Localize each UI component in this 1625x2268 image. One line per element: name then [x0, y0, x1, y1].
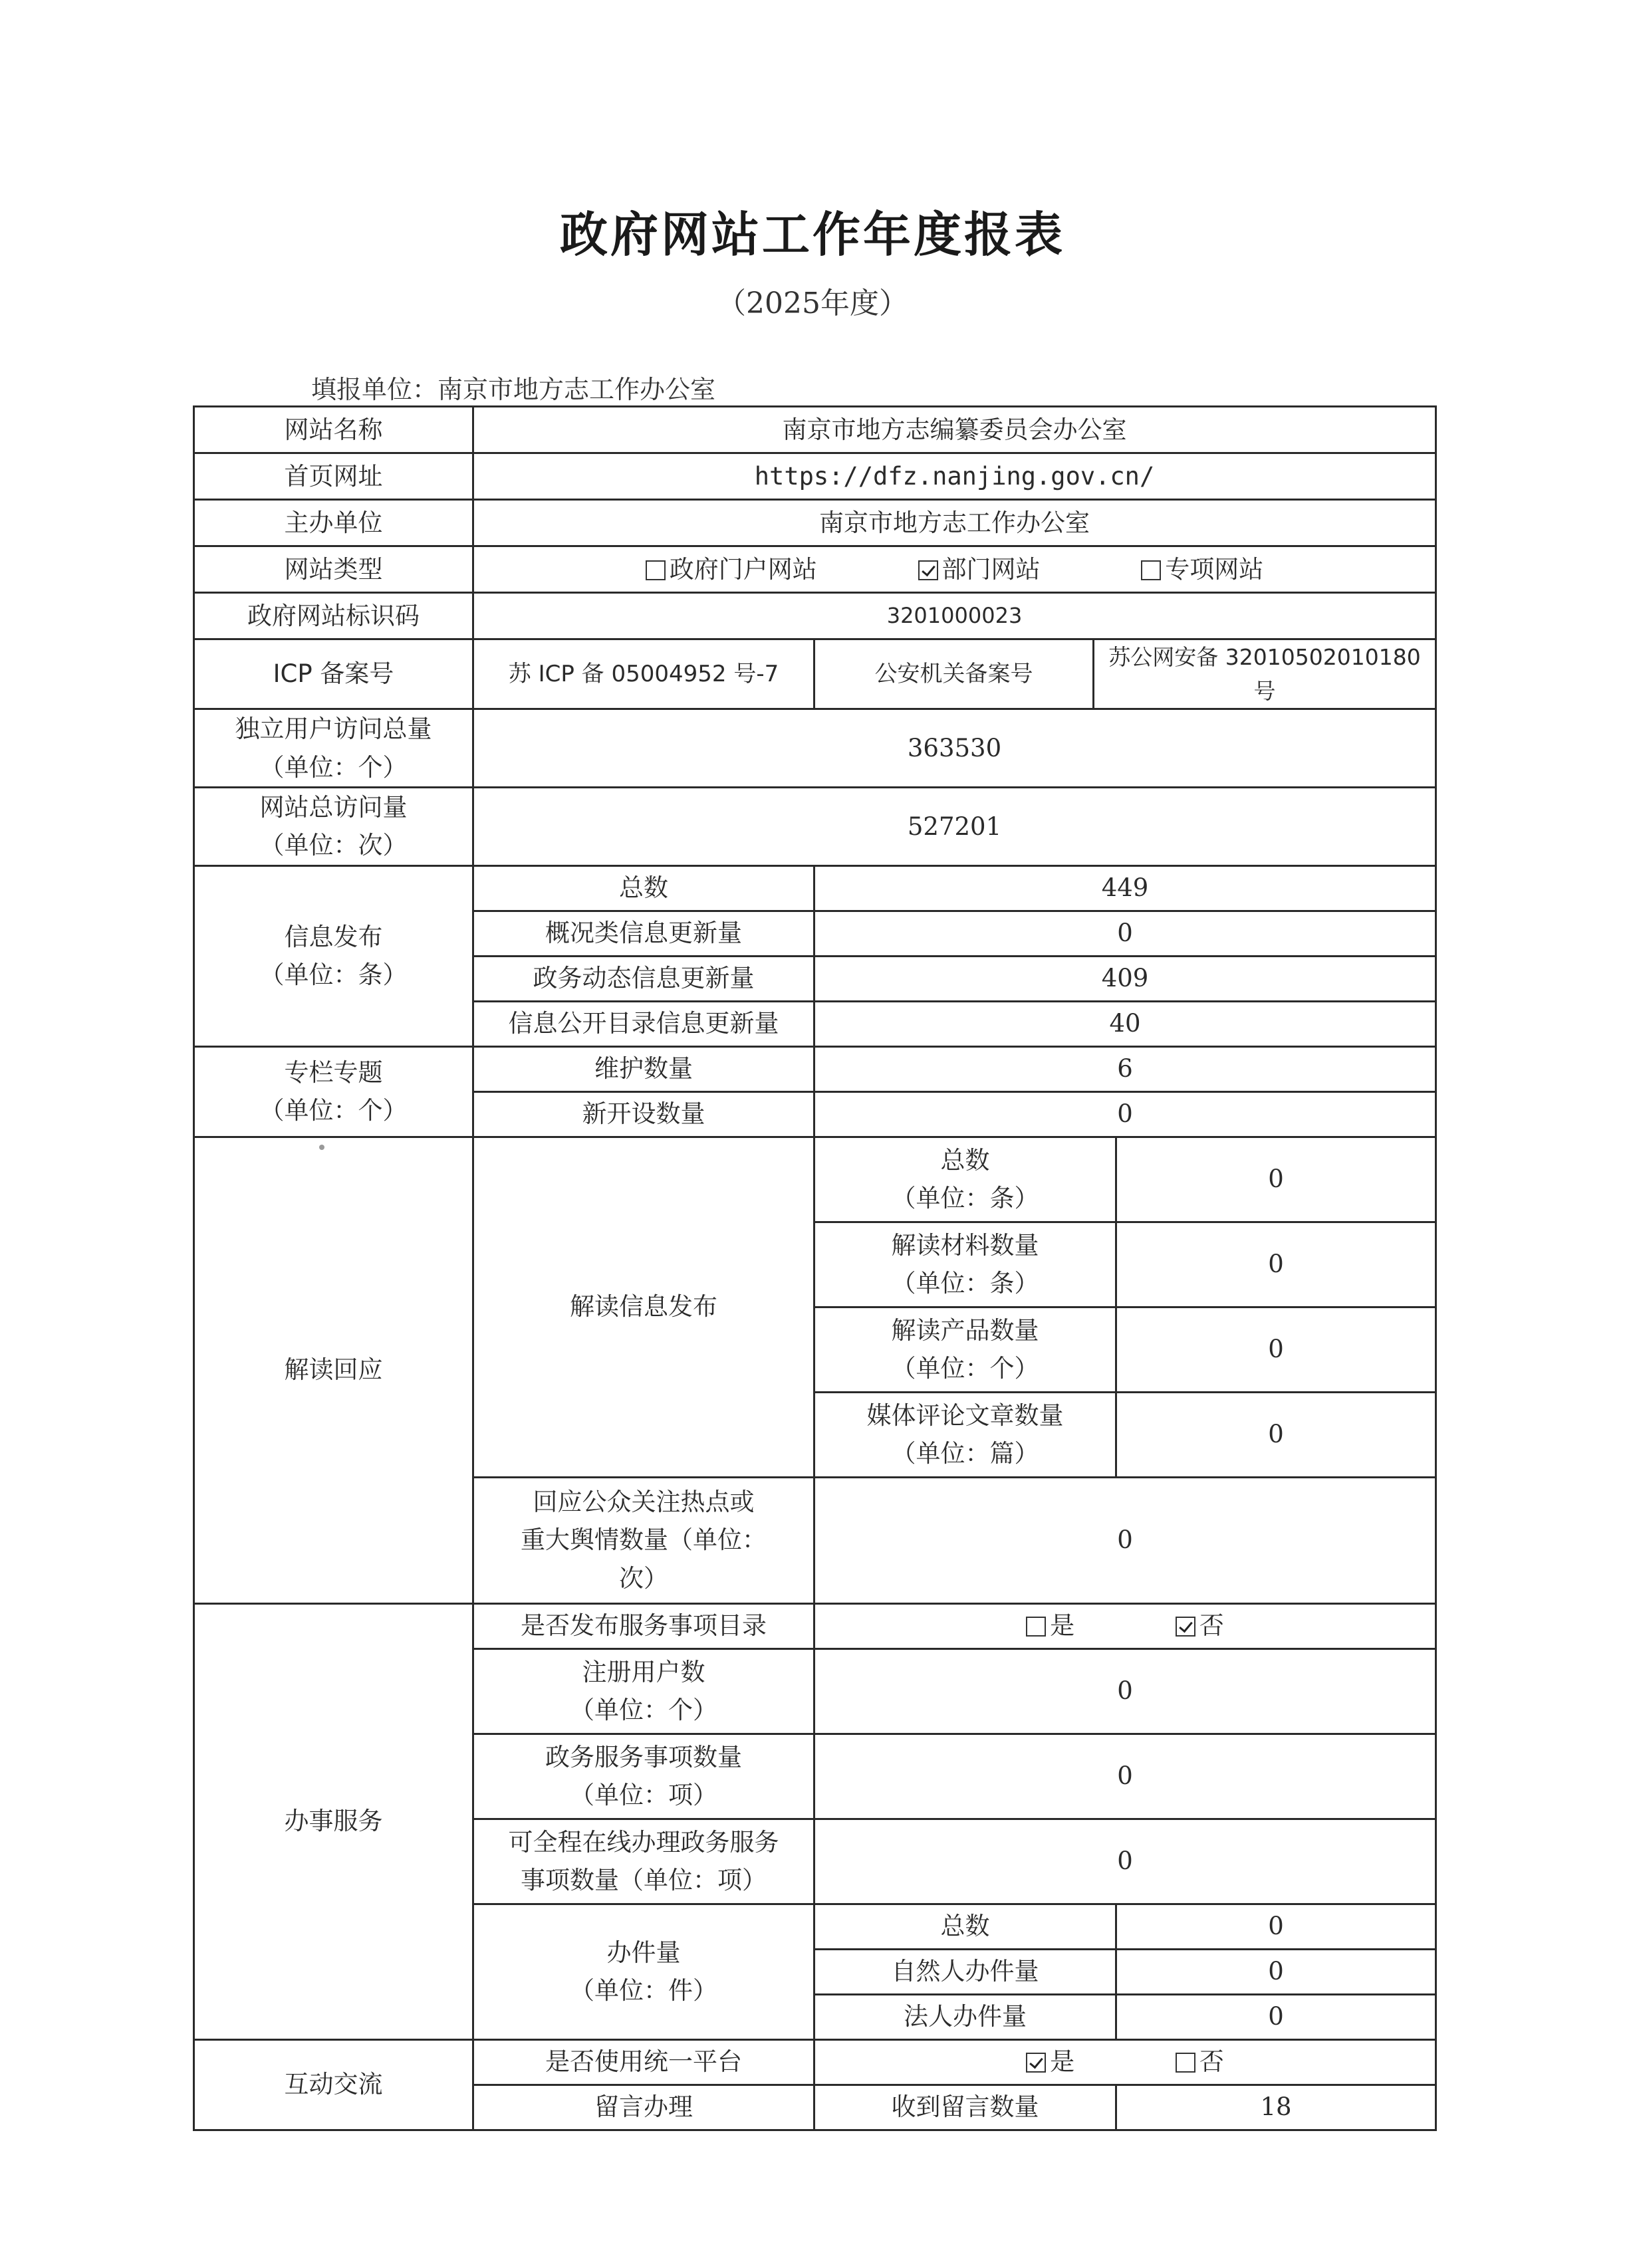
- cases-item-label: 自然人办件量: [814, 1949, 1116, 1994]
- label-line: 媒体评论文章数量: [866, 1401, 1064, 1430]
- info-item-label: 政务动态信息更新量: [473, 956, 814, 1001]
- checkbox-platform-no[interactable]: [1176, 2053, 1195, 2073]
- label-services-registered: [473, 1648, 814, 1734]
- label-line: 独立用户访问总量: [235, 715, 432, 744]
- label-site-type: 网站类型: [194, 546, 473, 593]
- label-interp-publish: 解读信息发布: [473, 1137, 814, 1477]
- label-line: 专栏专题: [284, 1058, 383, 1087]
- label-total-visits: [194, 787, 473, 865]
- label-line: 注册用户数: [582, 1657, 705, 1686]
- info-item-label: 总数: [473, 865, 814, 911]
- filing-unit: 填报单位：南京市地方志工作办公室: [311, 375, 716, 404]
- label-interpretation: 解读回应: [194, 1137, 473, 1603]
- platform-options: [814, 2039, 1436, 2085]
- label-line: 事项数量（单位：项）: [521, 1866, 767, 1895]
- unit-line: （单位：个）: [570, 1696, 717, 1725]
- row-homepage: [194, 453, 1436, 500]
- label-services-catalog: 是否发布服务事项目录: [473, 1603, 814, 1648]
- label-line: 总数: [940, 1145, 990, 1175]
- label-line: 解读材料数量: [891, 1230, 1039, 1260]
- unit-line: （单位：个）: [259, 1096, 408, 1125]
- cases-item-value: 0: [1116, 1949, 1436, 1994]
- interp-item-value: 0: [1116, 1392, 1436, 1477]
- cases-item-value: 0: [1116, 1994, 1436, 2039]
- label-services-online: [473, 1819, 814, 1904]
- platform-option-yes[interactable]: [1026, 2043, 1074, 2081]
- label-interaction: 互动交流: [194, 2039, 473, 2130]
- row-columns-maintain: [194, 1046, 1436, 1091]
- page-title: 政府网站工作年度报表: [559, 206, 1065, 263]
- option-label: 是: [1050, 1611, 1075, 1641]
- page-subtitle: （2025年度）: [717, 286, 908, 320]
- label-homepage: 首页网址: [194, 453, 473, 500]
- label-interp-response: [473, 1477, 814, 1603]
- unit-line: （单位：个）: [259, 752, 408, 782]
- columns-item-value: 0: [814, 1091, 1436, 1137]
- label-line: 回应公众关注热点或: [533, 1488, 755, 1517]
- label-unique-visitors: [194, 709, 473, 788]
- checkbox-catalog-no[interactable]: [1176, 1617, 1195, 1637]
- site-type-option[interactable]: [918, 550, 1041, 588]
- label-line: 解读产品数量: [891, 1315, 1039, 1345]
- columns-item-value: 6: [814, 1046, 1436, 1091]
- label-police-record: 公安机关备案号: [814, 639, 1094, 709]
- label-line: 重大舆情数量（单位：: [521, 1526, 767, 1555]
- columns-item-label: 维护数量: [473, 1046, 814, 1091]
- platform-option-no[interactable]: [1176, 2043, 1224, 2081]
- option-label: 政府门户网站: [669, 554, 817, 584]
- row-site-type: [194, 546, 1436, 593]
- row-unique-visitors: [194, 709, 1436, 788]
- option-label: 专项网站: [1165, 554, 1264, 584]
- interp-item-label: [814, 1222, 1116, 1307]
- value-unique-visitors: 363530: [473, 709, 1436, 788]
- unit-line: （单位：条）: [259, 961, 408, 990]
- interp-item-label: [814, 1392, 1116, 1477]
- checkbox-portal[interactable]: [646, 560, 666, 580]
- unit-line: （单位：条）: [891, 1269, 1039, 1298]
- option-label: 部门网站: [941, 554, 1041, 584]
- label-line: 政务服务事项数量: [545, 1742, 742, 1771]
- value-police-record: 苏公网安备 32010502010180 号: [1094, 639, 1436, 709]
- unit-line: （单位：项）: [570, 1781, 717, 1810]
- label-line: 信息发布: [284, 922, 383, 951]
- row-info-total: [194, 865, 1436, 911]
- label-info-release: [194, 865, 473, 1046]
- option-label: 是: [1050, 2047, 1075, 2077]
- checkbox-special[interactable]: [1141, 560, 1161, 580]
- label-line: 办件量: [606, 1938, 681, 1967]
- info-item-label: 信息公开目录信息更新量: [473, 1001, 814, 1046]
- value-messages-received: 18: [1116, 2085, 1436, 2130]
- checkbox-catalog-yes[interactable]: [1026, 1617, 1046, 1637]
- label-sponsor: 主办单位: [194, 500, 473, 546]
- value-site-name: 南京市地方志编纂委员会办公室: [473, 407, 1436, 453]
- unit-line: （单位：条）: [891, 1184, 1039, 1213]
- interp-item-value: 0: [1116, 1222, 1436, 1307]
- catalog-option-yes[interactable]: [1026, 1607, 1074, 1644]
- label-columns: [194, 1046, 473, 1137]
- services-catalog-options: [814, 1603, 1436, 1648]
- interp-item-value: 0: [1116, 1137, 1436, 1222]
- value-total-visits: 527201: [473, 787, 1436, 865]
- info-item-value: 409: [814, 956, 1436, 1001]
- interp-item-label: [814, 1307, 1116, 1392]
- row-interaction-platform: [194, 2039, 1436, 2085]
- value-icp: 苏 ICP 备 05004952 号-7: [473, 639, 814, 709]
- label-services-items: [473, 1734, 814, 1819]
- columns-item-label: 新开设数量: [473, 1091, 814, 1137]
- row-interp-total: [194, 1137, 1436, 1222]
- unit-line: （单位：件）: [570, 1976, 717, 2005]
- option-label: 否: [1199, 2047, 1224, 2077]
- value-interp-response: 0: [814, 1477, 1436, 1603]
- label-line: 网站总访问量: [259, 792, 408, 822]
- label-platform: 是否使用统一平台: [473, 2039, 814, 2085]
- label-services: 办事服务: [194, 1603, 473, 2039]
- row-site-id: [194, 593, 1436, 639]
- label-line: 可全程在线办理政务服务: [508, 1827, 779, 1857]
- label-messages: 留言办理: [473, 2085, 814, 2130]
- info-item-label: 概况类信息更新量: [473, 911, 814, 956]
- site-type-option[interactable]: [1141, 550, 1263, 588]
- value-sponsor: 南京市地方志工作办公室: [473, 500, 1436, 546]
- site-type-options: [473, 546, 1436, 593]
- label-icp: ICP 备案号: [194, 639, 473, 709]
- row-sponsor: [194, 500, 1436, 546]
- value-services-registered: 0: [814, 1648, 1436, 1734]
- unit-line: （单位：个）: [891, 1354, 1039, 1383]
- label-messages-received: 收到留言数量: [814, 2085, 1116, 2130]
- row-icp: [194, 639, 1436, 709]
- row-services-catalog: [194, 1603, 1436, 1648]
- value-homepage: https://dfz.nanjing.gov.cn/: [473, 453, 1436, 500]
- value-services-online: 0: [814, 1819, 1436, 1904]
- option-label: 否: [1199, 1611, 1224, 1641]
- info-item-value: 40: [814, 1001, 1436, 1046]
- report-table: [193, 405, 1437, 2131]
- checkbox-platform-yes[interactable]: [1026, 2053, 1046, 2073]
- unit-line: （单位：篇）: [891, 1439, 1039, 1468]
- info-item-value: 449: [814, 865, 1436, 911]
- catalog-option-no[interactable]: [1176, 1607, 1224, 1644]
- value-services-items: 0: [814, 1734, 1436, 1819]
- unit-line: （单位：次）: [259, 831, 408, 860]
- interp-item-label: [814, 1137, 1116, 1222]
- cases-item-label: 法人办件量: [814, 1994, 1116, 2039]
- value-site-id: 3201000023: [473, 593, 1436, 639]
- cases-item-value: 0: [1116, 1904, 1436, 1949]
- interp-item-value: 0: [1116, 1307, 1436, 1392]
- info-item-value: 0: [814, 911, 1436, 956]
- label-line: 次）: [619, 1563, 668, 1593]
- label-site-id: 政府网站标识码: [194, 593, 473, 639]
- checkbox-department[interactable]: [918, 560, 938, 580]
- label-cases: [473, 1904, 814, 2039]
- site-type-option[interactable]: [646, 550, 817, 588]
- label-site-name: 网站名称: [194, 407, 473, 453]
- row-total-visits: [194, 787, 1436, 865]
- cases-item-label: 总数: [814, 1904, 1116, 1949]
- row-site-name: [194, 407, 1436, 453]
